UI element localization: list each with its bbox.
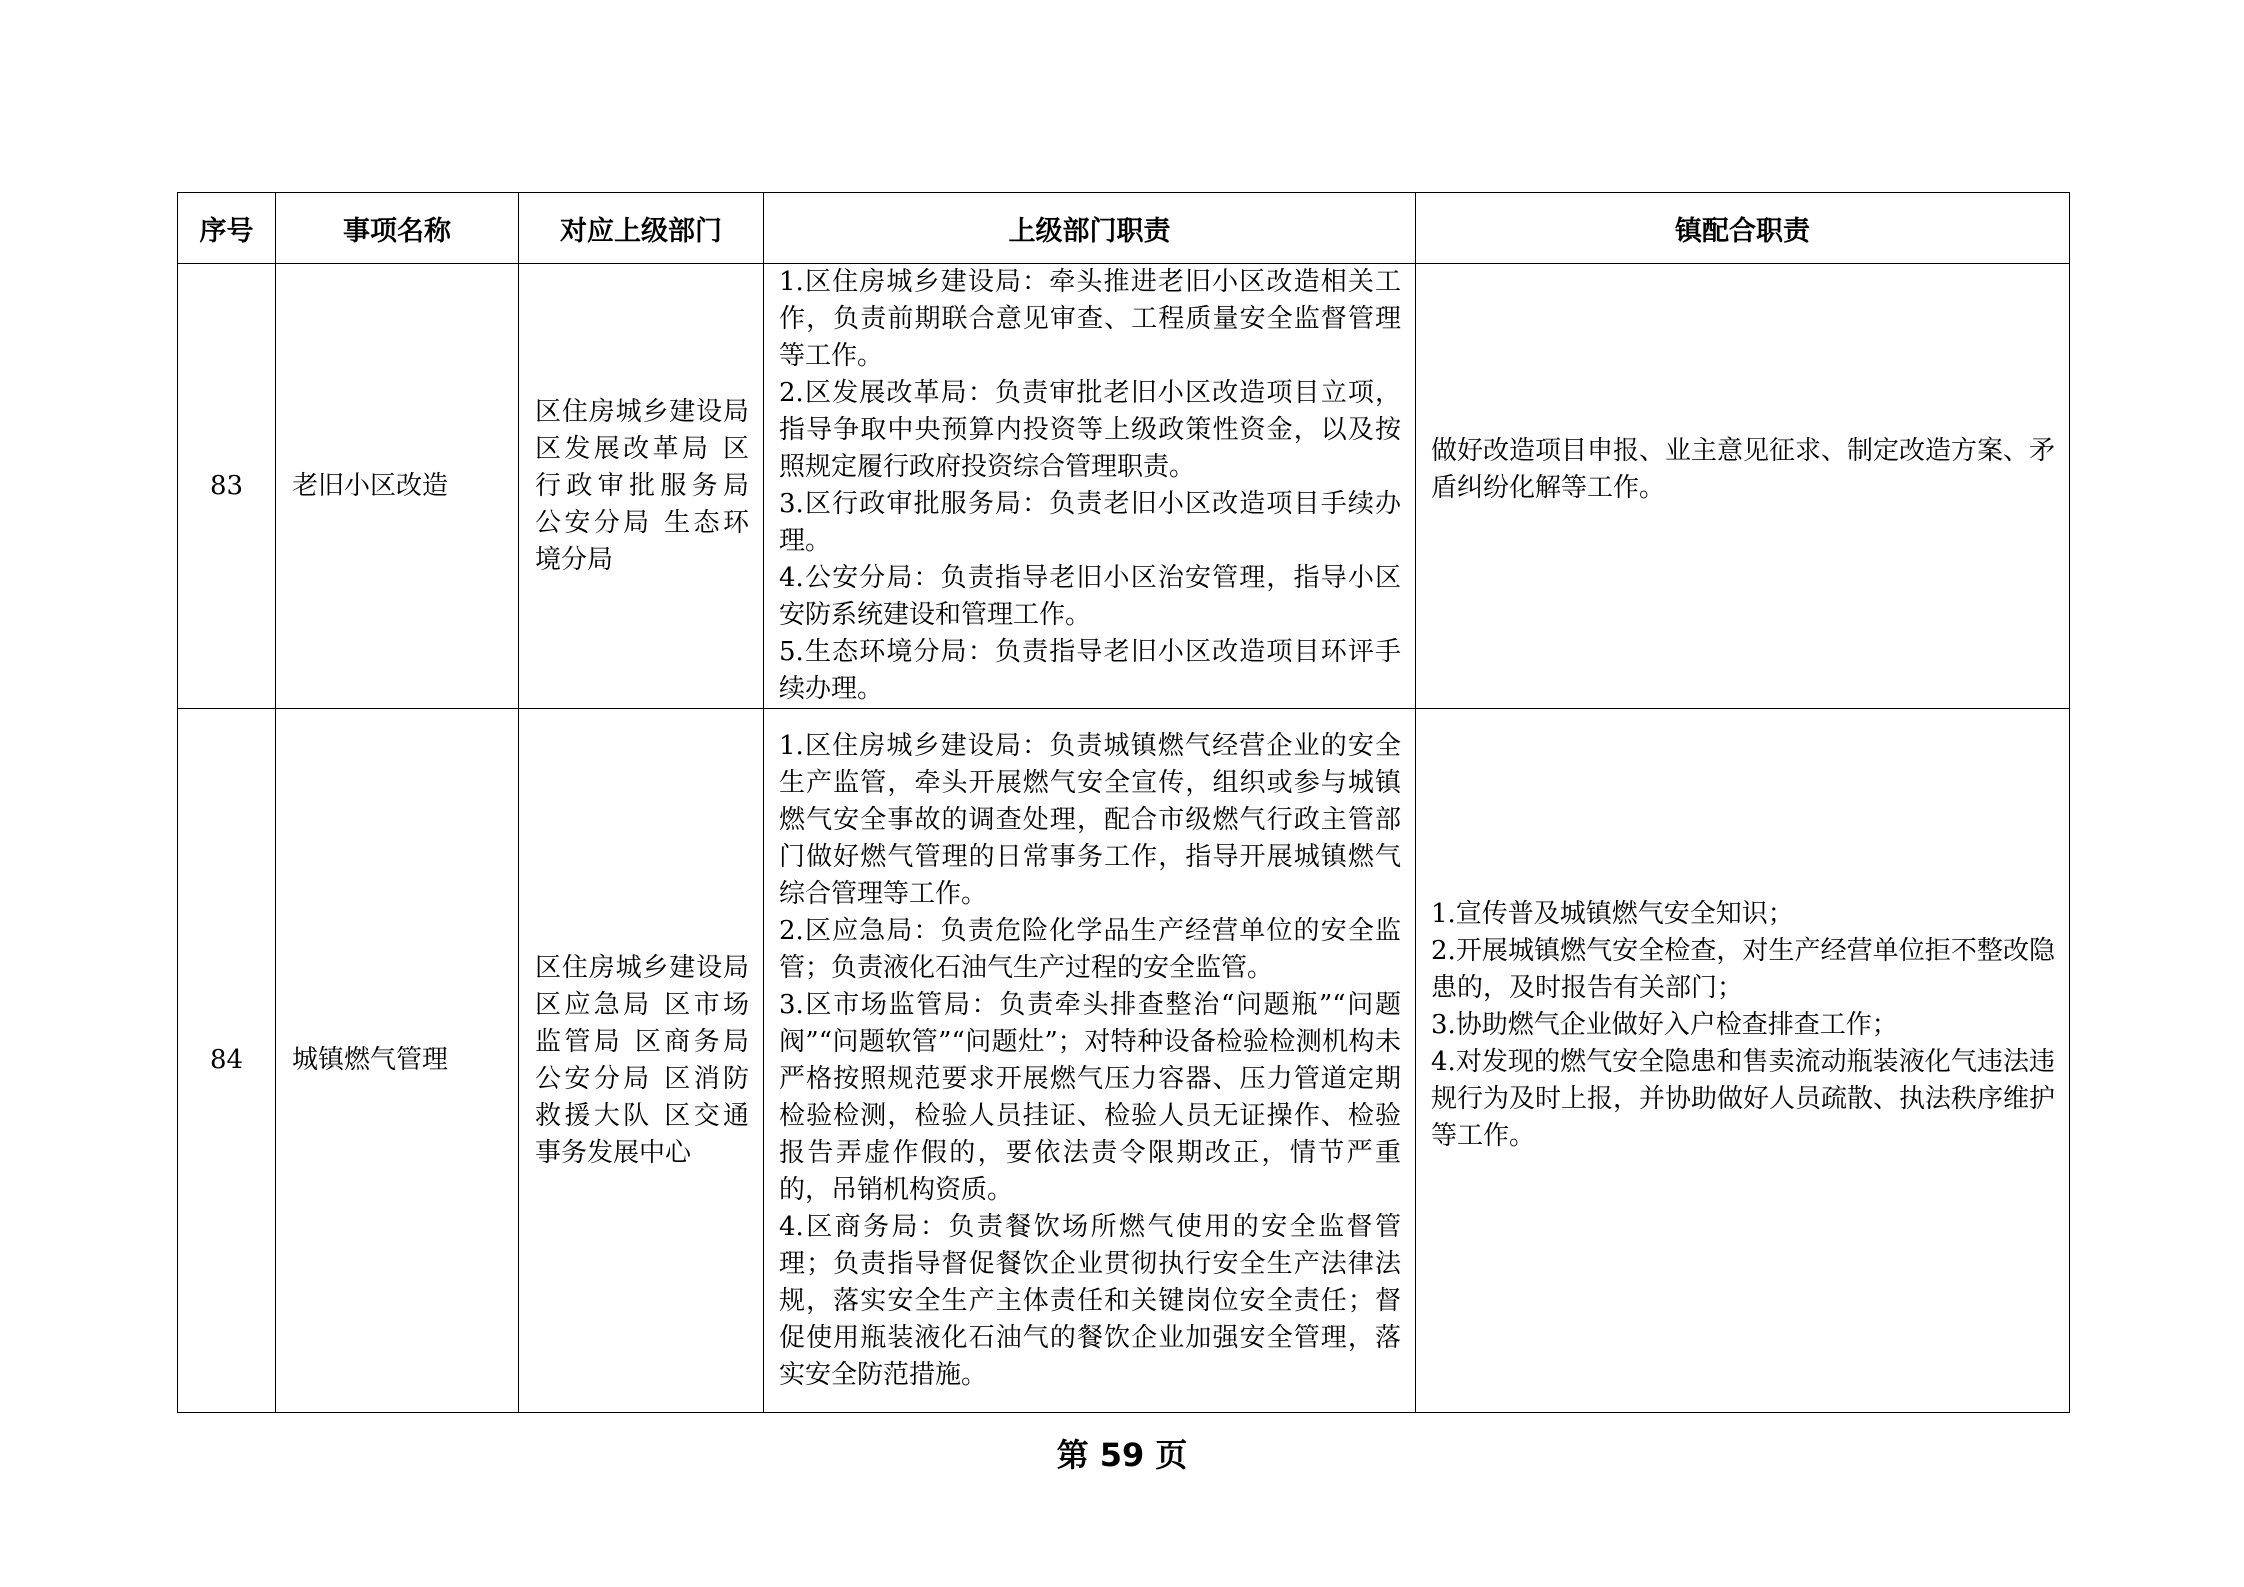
duty-item: 2.区发展改革局：负责审批老旧小区改造项目立项，指导争取中央预算内投资等上级政策性资金，以及按照规定履行政府投资综合管理职责。 (779, 378, 1401, 482)
duty-item: 3.区市场监管局：负责牵头排查整治“问题瓶”“问题阀”“问题软管”“问题灶”；对特种设备检验检测机构未严格按照规范要求开展燃气压力容器、压力管道定期检验检测，检验人员挂证、检验人员无证操作、检验报告弄虚作假的，要依法责令限期改正，情节严重的，吊销机构资质。 (779, 989, 1401, 1205)
row-serial-no: 84 (178, 709, 276, 1413)
header-item-name: 事项名称 (276, 193, 519, 264)
row-superior-duty (764, 264, 1416, 709)
row-item-name: 老旧小区改造 (276, 264, 519, 709)
town-duty-item: 3.协助燃气企业做好入户检查排查工作； (1431, 1010, 1898, 1040)
header-serial-no: 序号 (178, 193, 276, 264)
header-superior-dept: 对应上级部门 (519, 193, 764, 264)
row-superior-dept: 区住房城乡建设局 区发展改革局 区行政审批服务局 公安分局 生态环境分局 (519, 264, 764, 709)
town-duty-list (1431, 896, 2055, 1155)
row-item-name: 城镇燃气管理 (276, 709, 519, 1413)
responsibility-table (177, 192, 2070, 1413)
table-row (178, 264, 2070, 709)
row-town-duty (1416, 264, 2070, 709)
page-number: 第 59 页 (1056, 1436, 1188, 1474)
table-row (178, 709, 2070, 1413)
header-town-duty: 镇配合职责 (1416, 193, 2070, 264)
duty-item: 2.区应急局：负责危险化学品生产经营单位的安全监管；负责液化石油气生产过程的安全监管。 (779, 915, 1401, 983)
town-duty-list (1431, 433, 2055, 507)
town-duty-item: 做好改造项目申报、业主意见征求、制定改造方案、矛盾纠纷化解等工作。 (1431, 436, 2056, 503)
duty-item: 4.公安分局：负责指导老旧小区治安管理，指导小区安防系统建设和管理工作。 (779, 563, 1401, 630)
town-duty-item: 2.开展城镇燃气安全检查，对生产经营单位拒不整改隐患的，及时报告有关部门； (1431, 936, 2055, 1003)
duty-item: 3.区行政审批服务局：负责老旧小区改造项目手续办理。 (779, 489, 1401, 556)
row-serial-no: 83 (178, 264, 276, 709)
duty-item: 1.区住房城乡建设局：牵头推进老旧小区改造相关工作，负责前期联合意见审查、工程质量安全监督管理等工作。 (779, 267, 1401, 371)
header-superior-duty: 上级部门职责 (764, 193, 1416, 264)
row-superior-dept: 区住房城乡建设局 区应急局 区市场监管局 区商务局 公安分局 区消防救援大队 区交通事务发展中心 (519, 709, 764, 1413)
duty-item: 4.区商务局：负责餐饮场所燃气使用的安全监督管理；负责指导督促餐饮企业贯彻执行安全生产法律法规，落实安全生产主体责任和关键岗位安全责任；督促使用瓶装液化石油气的餐饮企业加强安全管理，落实安全防范措施。 (779, 1211, 1401, 1390)
row-town-duty (1416, 709, 2070, 1413)
duty-item: 1.区住房城乡建设局：负责城镇燃气经营企业的安全生产监管，牵头开展燃气安全宣传，组织或参与城镇燃气安全事故的调查处理，配合市级燃气行政主管部门做好燃气管理的日常事务工作，指导开展城镇燃气综合管理等工作。 (779, 730, 1401, 909)
duty-item: 5.生态环境分局：负责指导老旧小区改造项目环评手续办理。 (779, 637, 1401, 704)
row-superior-duty (764, 709, 1416, 1413)
town-duty-item: 1.宣传普及城镇燃气安全知识； (1431, 899, 1794, 929)
town-duty-item: 4.对发现的燃气安全隐患和售卖流动瓶装液化气违法违规行为及时上报，并协助做好人员疏散、执法秩序维护等工作。 (1431, 1047, 2056, 1151)
table-header-row (178, 193, 2070, 264)
